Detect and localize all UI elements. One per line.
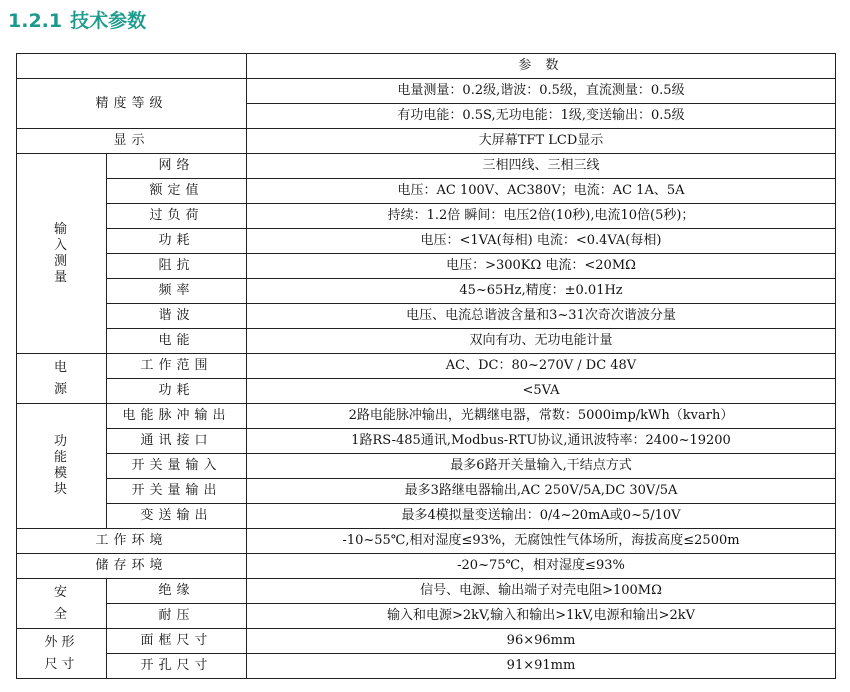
row-label: 额定值: [107, 179, 247, 204]
display-label: 显示: [17, 129, 247, 154]
input-group-text: 输入测量: [53, 221, 69, 285]
row-label: 变送输出: [107, 504, 247, 529]
row-value: 1路RS-485通讯,Modbus-RTU协议,通讯波特率：2400~19200: [247, 429, 836, 454]
header-blank-cell: [17, 54, 247, 79]
size-group-text: 外形尺寸: [44, 634, 79, 672]
row-value: -20~75℃，相对湿度≤93%: [247, 554, 836, 579]
row-label: 开关量输出: [107, 479, 247, 504]
table-row: [17, 529, 836, 554]
row-value: 输入和电源>2kV,输入和输出>1kV,电源和输出>2kV: [247, 604, 836, 629]
table-row: [17, 579, 836, 604]
size-group-label: [17, 629, 107, 679]
safety-group-label: [17, 579, 107, 629]
table-row: [17, 354, 836, 379]
function-group-label: [17, 404, 107, 529]
table-row: [17, 229, 836, 254]
row-value: AC、DC：80~270V / DC 48V: [247, 354, 836, 379]
power-group-text: 电源: [53, 359, 69, 397]
table-row: [17, 479, 836, 504]
table-row: [17, 254, 836, 279]
section-heading: [8, 6, 146, 36]
header-params-cell: 参 数: [247, 54, 836, 79]
row-label: 谐波: [107, 304, 247, 329]
row-label: 阻抗: [107, 254, 247, 279]
row-value: 信号、电源、输出端子对壳电阻>100MΩ: [247, 579, 836, 604]
function-group-text: 功能模块: [53, 434, 69, 497]
safety-group-text: 安全: [53, 584, 69, 622]
table-row: [17, 179, 836, 204]
row-label: 通讯接口: [107, 429, 247, 454]
row-label: 频率: [107, 279, 247, 304]
row-value: 双向有功、无功电能计量: [247, 329, 836, 354]
row-label: 过负荷: [107, 204, 247, 229]
table-header-row: [17, 54, 836, 79]
row-value: 最多3路继电器输出,AC 250V/5A,DC 30V/5A: [247, 479, 836, 504]
row-value: 最多6路开关量输入,干结点方式: [247, 454, 836, 479]
row-label: 绝缘: [107, 579, 247, 604]
row-value: <5VA: [247, 379, 836, 404]
table-row: [17, 304, 836, 329]
row-label: 工作范围: [107, 354, 247, 379]
table-row: [17, 629, 836, 654]
row-label: 功耗: [107, 229, 247, 254]
spec-table: [16, 53, 836, 679]
row-value: 2路电能脉冲输出，光耦继电器，常数：5000imp/kWh（kvarh）: [247, 404, 836, 429]
table-row: [17, 279, 836, 304]
section-title: 技术参数: [70, 10, 147, 32]
power-group-label: [17, 354, 107, 404]
row-value: 96×96mm: [247, 629, 836, 654]
row-label: 面框尺寸: [107, 629, 247, 654]
row-value: 电压：>300KΩ 电流：<20MΩ: [247, 254, 836, 279]
row-value: -10~55℃,相对湿度≤93%，无腐蚀性气体场所，海拔高度≤2500m: [247, 529, 836, 554]
section-number: 1.2.1: [8, 10, 63, 32]
row-label: 电能脉冲输出: [107, 404, 247, 429]
row-label: 网络: [107, 154, 247, 179]
table-row: [17, 504, 836, 529]
row-label: 开孔尺寸: [107, 654, 247, 679]
row-value: 最多4模拟量变送输出：0/4~20mA或0~5/10V: [247, 504, 836, 529]
table-row: [17, 454, 836, 479]
row-value: 持续：1.2倍 瞬间：电压2倍(10秒),电流10倍(5秒)；: [247, 204, 836, 229]
table-row: [17, 604, 836, 629]
row-label: 储存环境: [17, 554, 247, 579]
table-row: [17, 554, 836, 579]
row-value: 电压、电流总谐波含量和3~31次奇次谐波分量: [247, 304, 836, 329]
table-row: [17, 204, 836, 229]
table-row: [17, 154, 836, 179]
table-row: [17, 429, 836, 454]
row-label: 功耗: [107, 379, 247, 404]
row-value: 91×91mm: [247, 654, 836, 679]
table-row: [17, 404, 836, 429]
table-row: [17, 329, 836, 354]
row-label: 开关量输入: [107, 454, 247, 479]
table-row: [17, 379, 836, 404]
row-value: 电压：<1VA(每相) 电流：<0.4VA(每相): [247, 229, 836, 254]
input-group-label: [17, 154, 107, 354]
table-row: [17, 654, 836, 679]
accuracy-value-2: 有功电能：0.5S,无功电能：1级,变送输出：0.5级: [247, 104, 836, 129]
row-value: 电压：AC 100V、AC380V；电流：AC 1A、5A: [247, 179, 836, 204]
row-label: 工作环境: [17, 529, 247, 554]
table-row: [17, 129, 836, 154]
display-value: 大屏幕TFT LCD显示: [247, 129, 836, 154]
row-label: 耐压: [107, 604, 247, 629]
row-value: 45~65Hz,精度：±0.01Hz: [247, 279, 836, 304]
row-label: 电能: [107, 329, 247, 354]
accuracy-label: 精度等级: [17, 79, 247, 129]
accuracy-value-1: 电量测量：0.2级,谐波：0.5级，直流测量：0.5级: [247, 79, 836, 104]
table-row: [17, 79, 836, 104]
row-value: 三相四线、三相三线: [247, 154, 836, 179]
